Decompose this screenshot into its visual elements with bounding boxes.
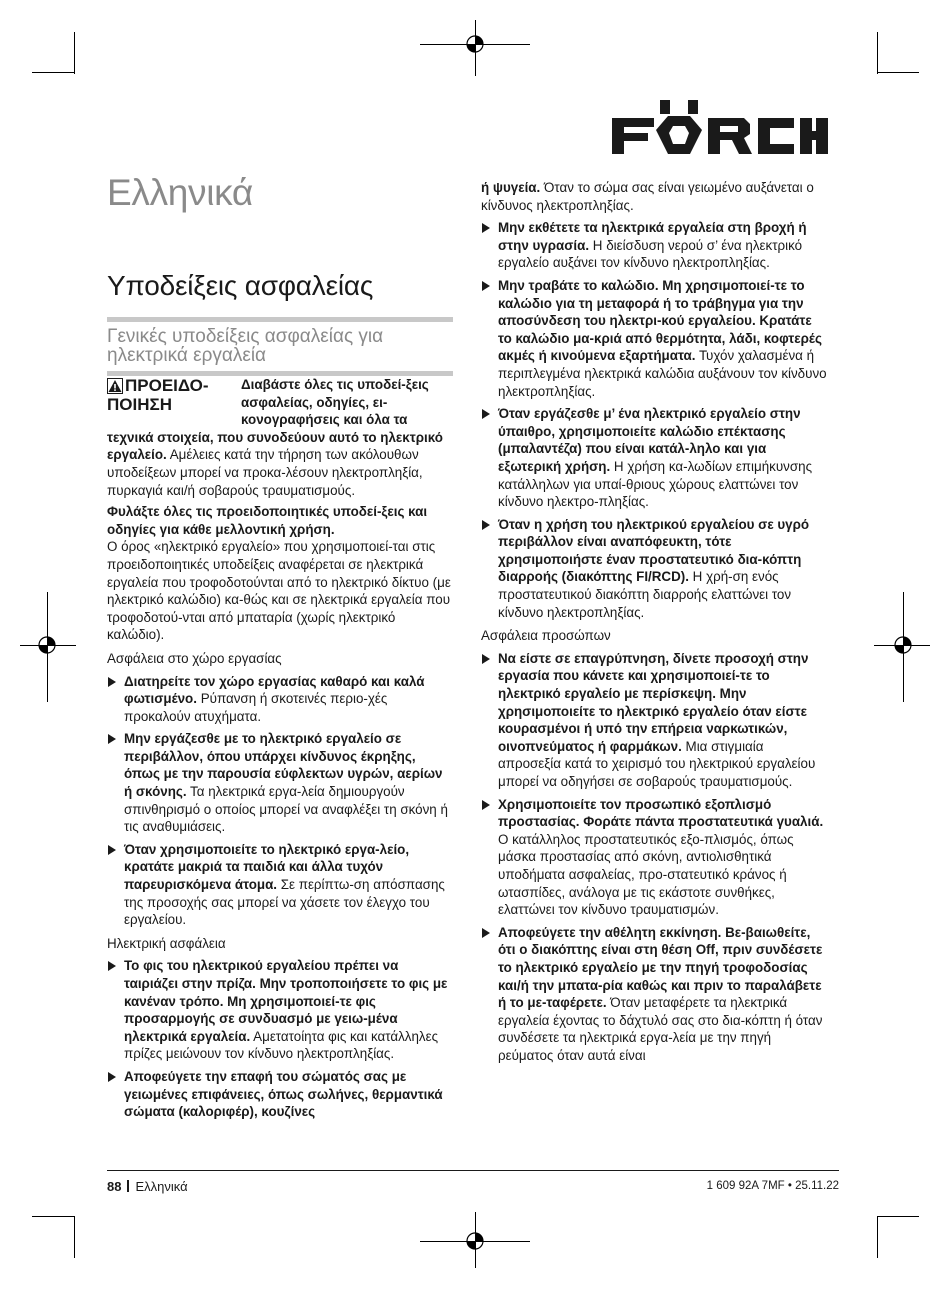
list-item: Μην τραβάτε το καλώδιο. Μη χρησιμοποιεί-τε το καλώδιο για τη μεταφορά ή το τράβηγμα για την αποσύνδεση του ηλεκτρι-κού εργαλείου. Κρατάτε το καλώδιο μα-κριά από θερμότητα, λάδι, κοφτερές ακμές ή κινούμενα εξαρτήματα. Τυχόν χαλασμένα ή περιπλεγμένα ηλεκτρικά καλώδια αυξάνουν τον κίνδυνο ηλεκτροπληξίας. — [481, 277, 827, 400]
bullet-arrow-icon — [108, 677, 116, 687]
list-item: Όταν χρησιμοποιείτε το ηλεκτρικό εργα-λείο, κρατάτε μακριά τα παιδιά και άλλα τυχόν παρευρισκόμενα άτομα. Σε περίπτω-ση απόσπασης της προσοχής σας μπορεί να χάσετε τον έλεγχο του εργαλείου. — [107, 841, 453, 929]
list-item: Μην εργάζεσθε με το ηλεκτρικό εργαλείο σε περιβάλλον, όπου υπάρχει κίνδυνος έκρηξης, όπως με την παρουσία εύφλεκτων υγρών, αερίων ή σκόνης. Τα ηλεκτρικά εργα-λεία δημιουργούν σπινθηρισμό ο οποίος μπορεί να αναφλέξει τη σκόνη ή τις αναθυμιάσεις. — [107, 730, 453, 836]
crop-mark — [877, 1216, 919, 1217]
registration-mark-icon — [464, 1230, 486, 1252]
footer-language: Ελληνικά — [135, 1179, 188, 1194]
bullet-arrow-icon — [108, 961, 116, 971]
electrical-item-1-bold-part1: Αποφεύγετε την επαφή του σώματός σας με γειωμένες επιφάνειες, όπως σωλήνες, θερμαντικά σώματα (καλοριφέρ), κουζίνες — [124, 1068, 443, 1120]
list-item: Χρησιμοποιείτε τον προσωπικό εξοπλισμό προστασίας. Φοράτε πάντα προστατευτικά γυαλιά. Ο κατάλληλος προστατευτικός εξο-πλισμός, όπως μάσκα προστασίας από σκόνη, αντιολισθητικά υποδήματα ασφαλείας, προ-στατευτικό κράνος ή ωτασπίδες, ανάλογα με τις εκάστοτε συνθήκες, ελαττώνει τον κίνδυνο τραυματισμών. — [481, 796, 827, 919]
list-item: Αποφεύγετε την αθέλητη εκκίνηση. Βε-βαιωθείτε, ότι ο διακόπτης είναι στη θέση Off, πριν συνδέσετε το ηλεκτρικό εργαλείο με την πηγή τροφοδοσίας και/ή την μπατα-ρία καθώς και πριν το παραλάβετε ή το με-ταφέρετε. Όταν μεταφέρετε τα ηλεκτρικά εργαλεία έχοντας το δάχτυλό σας στο δια-κόπτη ή όταν συνδέσετε τα ηλεκτρικά εργα-λεία με την πηγή ρεύματος όταν αυτά είναι — [481, 924, 827, 1065]
list-item: Όταν εργάζεσθε μ’ ένα ηλεκτρικό εργαλείο στην ύπαιθρο, χρησιμοποιείτε καλώδιο επέκτασης (μπαλαντέζα) που είναι κατάλ-ληλο και για εξωτερική χρήση. Η χρήση κα-λωδίων επιμήκυνσης κατάλληλων για υπαί-θριους χώρους ελαττώνει τον κίνδυνο ηλεκτρο-πληξίας. — [481, 405, 827, 511]
bullet-arrow-icon — [482, 654, 490, 664]
bullet-arrow-icon — [108, 734, 116, 744]
subsection-title: Γενικές υποδείξεις ασφαλείας για ηλεκτρικά εργαλεία — [107, 317, 453, 376]
crop-mark — [74, 32, 75, 74]
bullet-arrow-icon — [482, 928, 490, 938]
list-item: Όταν η χρήση του ηλεκτρικού εργαλείου σε υγρό περιβάλλον είναι αναπόφευκτη, τότε χρησιμοποιήστε έναν προστατευτικό δια-κόπτη διαρροής (διακόπτης FI/RCD). Η χρή-ση ενός προστατευτικού διακόπτη διαρροής ελαττώνει τον κίνδυνο ηλεκτροπληξίας. — [481, 516, 827, 622]
crop-mark — [74, 1216, 75, 1258]
right-column — [481, 179, 827, 1065]
work-area-heading: Ασφάλεια στο χώρο εργασίας — [107, 650, 282, 666]
language-title: Ελληνικά — [107, 172, 254, 213]
crop-mark — [877, 32, 878, 74]
bullet-arrow-icon — [482, 281, 490, 291]
term-definition: Ο όρος «ηλεκτρικό εργαλείο» που χρησιμοποιεί-ται στις προειδοποιητικές υποδείξεις αναφέρεται σε ηλεκτρικά εργαλεία που τροφοδοτούνται από το ηλεκτρικό δίκτυο (με ηλεκτρικό καλώδιο) κα-θώς και σε ηλεκτρικά εργαλεία που τροφοδοτού-νται από μπαταρία (χωρίς ηλεκτρικό καλώδιο). — [107, 539, 451, 643]
footer-divider — [107, 1170, 839, 1171]
warning-triangle-icon — [107, 378, 123, 394]
crop-mark — [32, 72, 74, 73]
warning-label — [107, 376, 235, 414]
forch-logo — [612, 100, 828, 158]
footer-page-info — [107, 1179, 188, 1194]
crop-mark — [32, 1216, 74, 1217]
list-item-continuation: ή ψυγεία. Όταν το σώμα σας είναι γειωμένο αυξάνεται ο κίνδυνος ηλεκτροπληξίας. — [481, 180, 814, 213]
warning-block — [107, 376, 453, 499]
section-title: Υποδείξεις ασφαλείας — [107, 270, 374, 301]
bullet-arrow-icon — [108, 1072, 116, 1082]
bullet-arrow-icon — [482, 223, 490, 233]
doc-code: 1 609 92A 7MF • 25.11.22 — [706, 1180, 839, 1192]
list-item: Το φις του ηλεκτρικού εργαλείου πρέπει να ταιριάζει στην πρίζα. Μην τροποποιήσετε το φις με κανέναν τρόπο. Μη χρησιμοποιεί-τε φις προσαρμογής σε συνδυασμό με γειω-μένα ηλεκτρικά εργαλεία. Αμετατοίητα φις και κατάλληλες πρίζες μειώνουν τον κίνδυνο ηλεκτροπληξίας. — [107, 957, 453, 1063]
registration-mark-icon — [36, 634, 58, 656]
list-item: Να είστε σε επαγρύπνηση, δίνετε προσοχή στην εργασία που κάνετε και χρησιμοποιεί-τε το ηλεκτρικό εργαλείο με περίσκεψη. Μην χρησιμοποιείτε το ηλεκτρικό εργαλείο όταν είστε κουρασμένοι ή υπό την επήρεια ναρκωτικών, οινοπνεύματος ή φαρμάκων. Μια στιγμιαία απροσεξία κατά το χειρισμό του ηλεκτρικού εργαλείου μπορεί να οδηγήσει σε σοβαρούς τραυματισμούς. — [481, 650, 827, 791]
keep-instructions: Φυλάξτε όλες τις προειδοποιητικές υποδεί-ξεις και οδηγίες για κάθε μελλοντική χρήση. — [107, 504, 428, 537]
bullet-arrow-icon — [482, 409, 490, 419]
left-column — [107, 376, 453, 1121]
warning-lead: Διαβάστε όλες τις υποδεί-ξεις ασφαλείας, οδηγίες, ει-κονογραφήσεις και όλα τα τεχνικά στοιχεία, που συνοδεύουν αυτό το ηλεκτρικό εργαλείο. — [107, 377, 443, 463]
crop-mark — [877, 1216, 878, 1258]
registration-mark-icon — [892, 634, 914, 656]
bullet-arrow-icon — [482, 800, 490, 810]
list-item: Διατηρείτε τον χώρο εργασίας καθαρό και καλά φωτισμένο. Ρύπανση ή σκοτεινές περιο-χές προκαλούν ατυχήματα. — [107, 673, 453, 726]
electrical-item-1-bold-part2: ή ψυγεία. — [481, 180, 541, 195]
list-item — [107, 1068, 453, 1121]
bullet-arrow-icon — [482, 520, 490, 530]
warning-label-text: ΠΡΟΕΙΔΟ-ΠΟΙΗΣΗ — [107, 376, 209, 414]
registration-mark-icon — [464, 33, 486, 55]
electrical-heading: Ηλεκτρική ασφάλεια — [107, 935, 226, 951]
personal-heading: Ασφάλεια προσώπων — [481, 628, 611, 644]
bullet-arrow-icon — [108, 845, 116, 855]
list-item: Μην εκθέτετε τα ηλεκτρικά εργαλεία στη βροχή ή στην υγρασία. Η διείσδυση νερού σ’ ένα ηλεκτρικό εργαλείο αυξάνει τον κίνδυνο ηλεκτροπληξίας. — [481, 219, 827, 272]
crop-mark — [877, 72, 919, 73]
footer-separator — [127, 1180, 129, 1192]
warning-text: Αμέλειες κατά την τήρηση των ακόλουθων υποδείξεων μπορεί να προκα-λέσουν ηλεκτροπληξία, πυρκαγιά και/ή σοβαρούς τραυματισμούς. — [107, 447, 423, 498]
page-number: 88 — [107, 1179, 122, 1194]
